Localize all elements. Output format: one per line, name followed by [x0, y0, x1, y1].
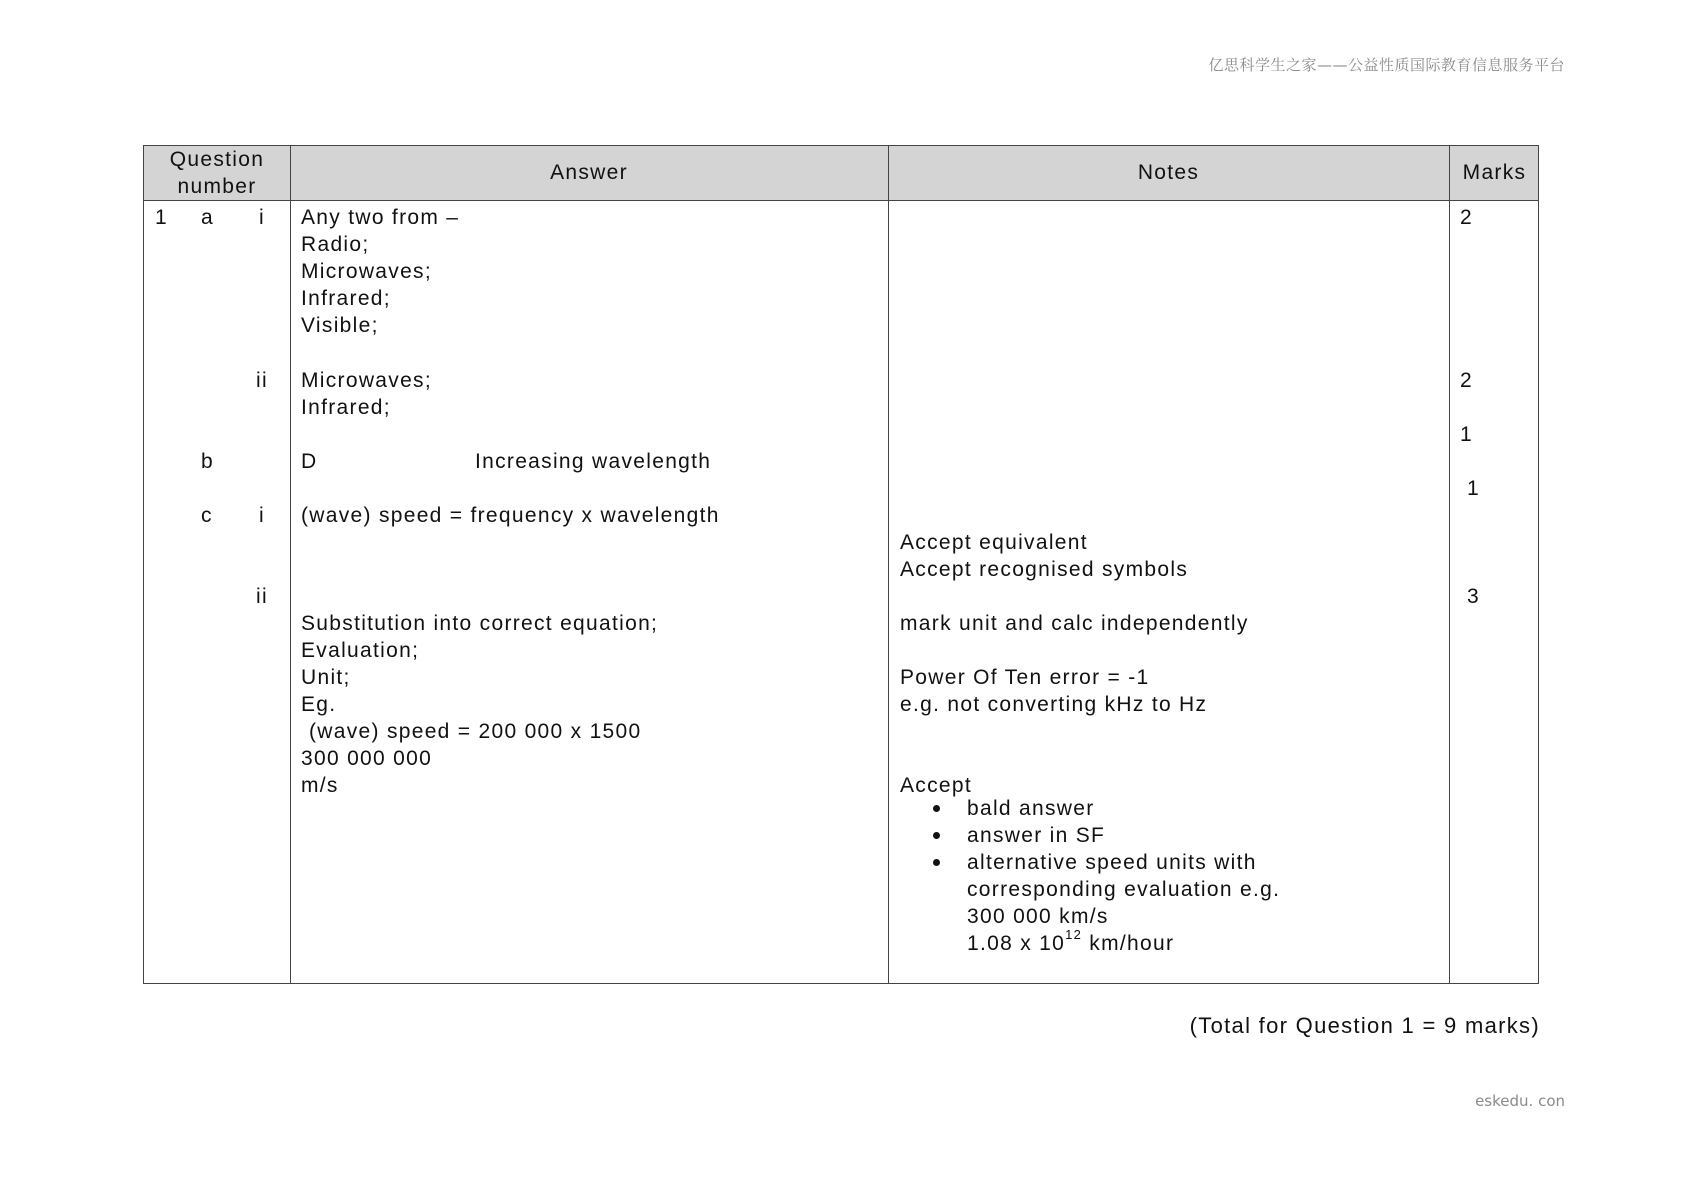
answer-text: Substitution into correct equation;	[301, 612, 659, 635]
question-part-c: c	[201, 504, 213, 527]
list-item-continuation	[933, 876, 1280, 903]
bullet-text: km/hour	[1082, 932, 1175, 955]
bullet-text: alternative speed units with	[967, 851, 1257, 874]
marks-value: 1	[1460, 423, 1473, 446]
bullet-text: 1.08 x 10	[967, 932, 1066, 955]
header-answer: Answer	[550, 161, 628, 184]
bullet-icon	[933, 805, 940, 812]
header-marks: Marks	[1462, 161, 1527, 184]
answer-text: Evaluation;	[301, 639, 420, 662]
answer-text: Eg.	[301, 693, 337, 716]
question-part-b: b	[201, 450, 214, 473]
marks-value: 2	[1460, 206, 1473, 229]
note-text: mark unit and calc independently	[900, 612, 1249, 635]
answer-text: Unit;	[301, 666, 351, 689]
mark-scheme-table	[143, 145, 1539, 984]
answer-text: Any two from –	[301, 206, 460, 229]
column-divider	[888, 146, 889, 983]
bullet-text: corresponding evaluation e.g.	[967, 878, 1281, 901]
answer-text: Infrared;	[301, 396, 391, 419]
marks-value: 2	[1460, 369, 1473, 392]
header-question-line1: Question	[169, 147, 265, 171]
answer-text: (wave) speed = 200 000 x 1500	[309, 720, 642, 743]
list-item	[933, 795, 1280, 822]
answer-text: Increasing wavelength	[475, 450, 712, 473]
column-divider	[290, 146, 291, 983]
answer-text: m/s	[301, 774, 339, 797]
question-subpart-c-ii: ii	[256, 585, 268, 608]
answer-text: (wave) speed = frequency x wavelength	[301, 504, 720, 527]
bullet-icon	[933, 832, 940, 839]
bullet-text: answer in SF	[967, 824, 1106, 847]
marks-value: 3	[1467, 585, 1480, 608]
question-subpart-c-i: i	[259, 504, 265, 527]
exponent: 12	[1065, 927, 1083, 942]
header-question-line2: number	[177, 174, 257, 198]
note-text: Power Of Ten error = -1	[900, 666, 1150, 689]
column-divider	[1449, 146, 1450, 983]
bullet-text: bald answer	[967, 797, 1095, 820]
list-item	[933, 849, 1280, 876]
note-text: Accept recognised symbols	[900, 558, 1189, 581]
answer-text: Microwaves;	[301, 369, 432, 392]
answer-text: D	[301, 450, 318, 473]
answer-text: 300 000 000	[301, 747, 433, 770]
question-subpart-a-ii: ii	[256, 369, 268, 392]
note-text: Accept	[900, 774, 972, 797]
note-text: Accept equivalent	[900, 531, 1088, 554]
answer-text: Microwaves;	[301, 260, 432, 283]
accept-bullet-list	[933, 795, 1280, 957]
question-number: 1	[155, 206, 168, 229]
list-item-continuation	[933, 927, 1280, 957]
watermark-top: 亿思科学生之家——公益性质国际教育信息服务平台	[1208, 56, 1565, 74]
list-item-continuation	[933, 903, 1280, 930]
answer-text: Infrared;	[301, 287, 391, 310]
list-item	[933, 822, 1280, 849]
watermark-bottom: eskedu. con	[1475, 1092, 1565, 1110]
header-question-number	[144, 146, 290, 199]
marks-value: 1	[1467, 477, 1480, 500]
answer-text: Radio;	[301, 233, 370, 256]
bullet-text: 300 000 km/s	[967, 905, 1109, 928]
header-notes: Notes	[1137, 161, 1200, 184]
question-part-a: a	[201, 206, 214, 229]
question-total: (Total for Question 1 = 9 marks)	[1189, 1013, 1540, 1038]
note-text: e.g. not converting kHz to Hz	[900, 693, 1208, 716]
bullet-icon	[933, 859, 940, 866]
answer-text: Visible;	[301, 314, 379, 337]
question-subpart-a-i: i	[259, 206, 265, 229]
